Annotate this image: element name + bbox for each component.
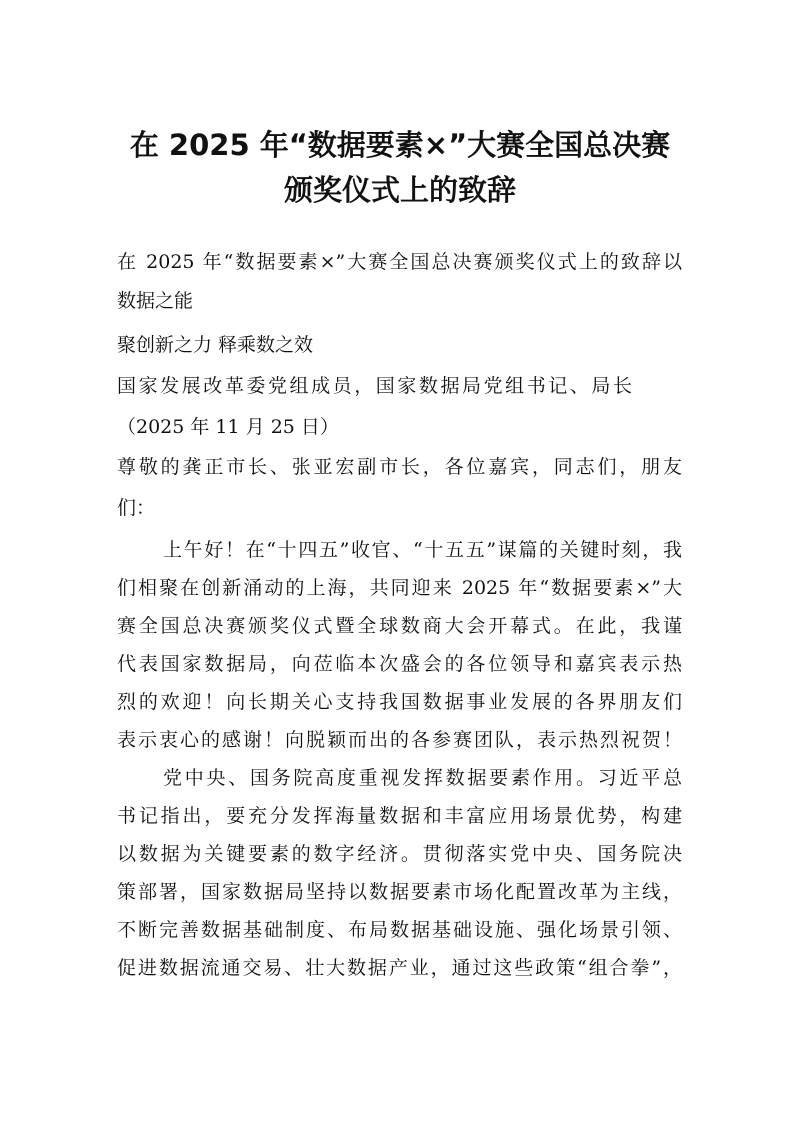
subtitle-slogan: 聚创新之力 释乘数之效 (117, 334, 314, 356)
paragraph-line: 代表国家数据局，向莅临本次盛会的各位领导和嘉宾表示热 (117, 653, 682, 675)
paragraph-line: 赛全国总决赛颁奖仪式暨全球数商大会开幕式。在此，我谨 (117, 615, 682, 637)
paragraph-line: 促进数据流通交易、壮大数据产业，通过这些政策“组合拳”， (117, 957, 682, 979)
paragraph-line: 烈的欢迎！向长期关心支持我国数据事业发展的各界朋友们 (117, 691, 682, 713)
subtitle-line: 数据之能 (117, 290, 194, 312)
paragraph-line: 书记指出，要充分发挥海量数据和丰富应用场景优势，构建 (117, 805, 682, 827)
paragraph-line: 上午好！在“十四五”收官、“十五五”谋篇的关键时刻，我 (163, 539, 682, 561)
paragraph-line: 策部署，国家数据局坚持以数据要素市场化配置改革为主线， (117, 881, 682, 903)
paragraph-line: 表示衷心的感谢！向脱颖而出的各参赛团队，表示热烈祝贺！ (117, 729, 682, 751)
paragraph-line: 不断完善数据基础制度、布局数据基础设施、强化场景引领、 (117, 919, 682, 941)
salutation-line: 尊敬的龚正市长、张亚宏副市长，各位嘉宾，同志们，朋友 (117, 456, 682, 478)
document-title-line-2: 颁奖仪式上的致辞 (283, 173, 516, 207)
document-title-line-1: 在 2025 年“数据要素×”大赛全国总决赛 (129, 128, 671, 162)
paragraph-line: 党中央、国务院高度重视发挥数据要素作用。习近平总 (163, 767, 682, 789)
subtitle-line: 在 2025 年“数据要素×”大赛全国总决赛颁奖仪式上的致辞以 (117, 251, 682, 273)
speech-date: （2025 年 11 月 25 日） (117, 416, 339, 438)
paragraph-line: 们相聚在创新涌动的上海，共同迎来 2025 年“数据要素×”大 (117, 577, 682, 599)
paragraph-line: 以数据为关键要素的数字经济。贯彻落实党中央、国务院决 (117, 843, 682, 865)
speaker-title: 国家发展改革委党组成员，国家数据局党组书记、局长 (117, 375, 632, 397)
salutation-line: 们： (117, 497, 156, 519)
